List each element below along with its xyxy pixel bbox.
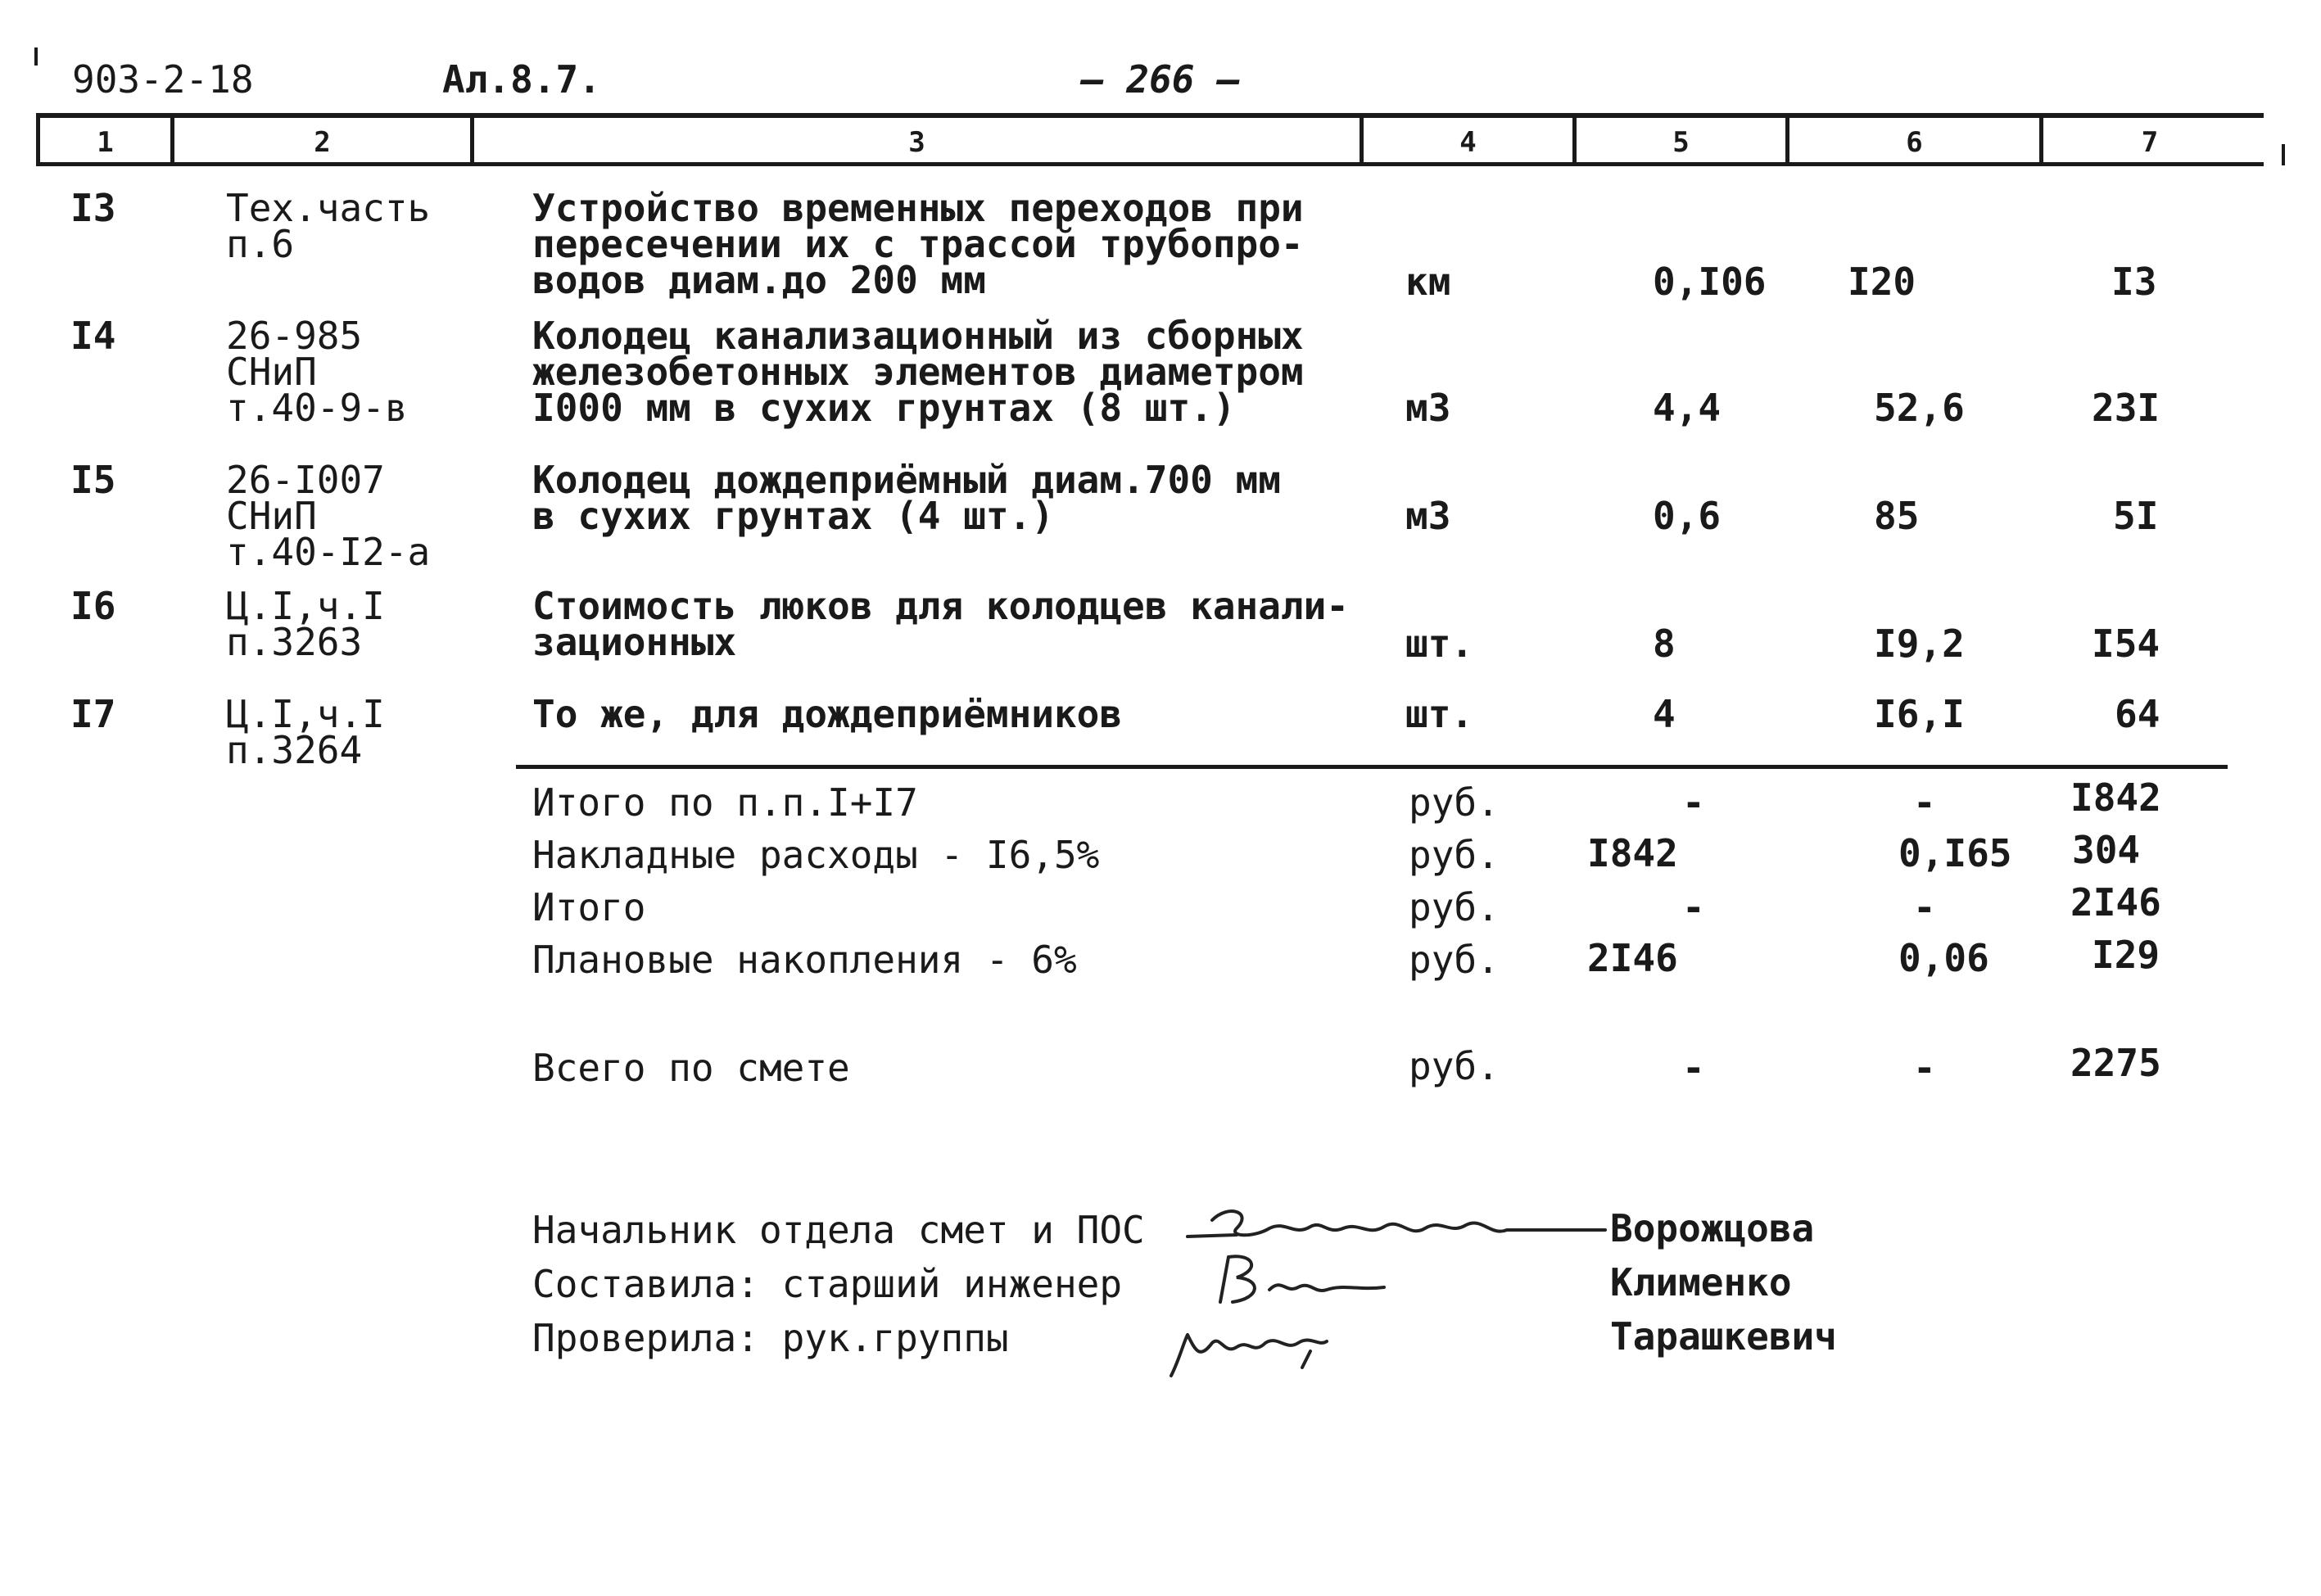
handwritten-signature [1204,1245,1400,1318]
table-row-number: I7 [70,692,116,736]
summary-rate: - [1913,780,1936,825]
column-number: 6 [1906,126,1923,159]
summary-label: Итого по п.п.I+I7 [532,780,918,825]
table-row-total: I3 [2111,260,2157,304]
summary-label: Накладные расходы - I6,5% [532,833,1100,877]
summary-rate: - [1913,1046,1936,1090]
table-row-description: Колодец канализационный из сборных железобетонных элементов диаметром I000 мм в сухих грунтах (8 шт.) [532,314,1304,430]
summary-base: - [1682,780,1705,825]
table-row-total: 5I [2113,494,2159,538]
table-row-number: I4 [70,314,116,358]
album-reference: Ал.8.7. [442,57,601,102]
signature-name: Тарашкевич [1610,1314,1837,1359]
table-row-unit: км [1405,260,1451,304]
summary-unit: руб. [1409,780,1500,825]
column-number: 5 [1672,126,1690,159]
summary-total: 2I46 [2070,880,2161,925]
table-row-quantity: 4 [1653,692,1676,736]
column-number: 1 [97,126,114,159]
table-row-number: I3 [70,186,116,230]
table-row-price: 52,6 [1874,386,1965,430]
signature-role: Проверила: рук.группы [532,1316,1009,1360]
summary-unit: руб. [1409,938,1500,982]
table-row-description: Устройство временных переходов при пересечении их с трассой трубопро- водов диам.до 200 мм [532,186,1304,302]
table-row-reference: Ц.I,ч.I п.3263 [226,584,385,664]
margin-tick [34,47,38,66]
summary-unit: руб. [1409,1044,1500,1088]
summary-label: Итого [532,885,646,929]
signature-role: Начальник отдела смет и ПОС [532,1208,1145,1252]
table-row-unit: шт. [1405,692,1474,736]
table-row-quantity: 4,4 [1653,386,1722,430]
summary-base: 2I46 [1587,936,1678,980]
table-row-quantity: 0,6 [1653,494,1722,538]
signature-role: Составила: старший инженер [532,1262,1123,1306]
table-row-reference: 26-I007 СНиП т.40-I2-а [226,458,431,574]
summary-base: - [1682,885,1705,929]
summary-separator [516,765,2228,769]
table-header-top-border [36,113,2264,118]
column-number: 3 [908,126,925,159]
table-row-price: I9,2 [1874,622,1965,666]
table-row-unit: шт. [1405,622,1474,666]
table-row-price: 85 [1874,494,1920,538]
table-row-number: I5 [70,458,116,502]
table-row-description: Стоимость люков для колодцев канали- зационных [532,584,1349,664]
table-row-description: Колодец дождеприёмный диам.700 мм в сухих грунтах (4 шт.) [532,458,1281,538]
summary-total: 304 [2072,828,2141,872]
table-row-unit: м3 [1405,494,1451,538]
column-number: 7 [2141,126,2159,159]
table-row-quantity: 0,I06 [1653,260,1767,304]
summary-unit: руб. [1409,833,1500,877]
table-row-total: I54 [2092,622,2160,666]
summary-rate: - [1913,885,1936,929]
table-row-total: 23I [2092,386,2160,430]
summary-total: 2275 [2070,1041,2161,1085]
summary-rate: 0,06 [1898,936,1989,980]
summary-label: Плановые накопления - 6% [532,938,1077,982]
table-row-total: 64 [2115,692,2160,736]
column-number: 4 [1459,126,1477,159]
margin-tick [2282,144,2285,165]
table-row-reference: Тех.часть п.6 [226,186,431,266]
table-row-unit: м3 [1405,386,1451,430]
page-number: — 266 — [1081,57,1240,102]
table-row-number: I6 [70,584,116,628]
summary-base: I842 [1587,831,1678,875]
summary-base: - [1682,1046,1705,1090]
table-row-quantity: 8 [1653,622,1676,666]
document-code: 903-2-18 [72,57,254,102]
summary-total: I29 [2092,933,2160,977]
handwritten-signature [1155,1310,1351,1384]
table-row-reference: 26-985 СНиП т.40-9-в [226,314,408,430]
table-row-price: I20 [1848,260,1916,304]
table-row-description: То же, для дождеприёмников [532,692,1123,736]
table-row-reference: Ц.I,ч.I п.3264 [226,692,385,772]
summary-total: I842 [2070,775,2161,820]
summary-unit: руб. [1409,885,1500,929]
column-number: 2 [314,126,331,159]
summary-label: Всего по смете [532,1046,850,1090]
signature-name: Ворожцова [1610,1206,1815,1250]
summary-rate: 0,I65 [1898,831,2012,875]
signature-name: Клименко [1610,1260,1792,1304]
table-row-price: I6,I [1874,692,1965,736]
